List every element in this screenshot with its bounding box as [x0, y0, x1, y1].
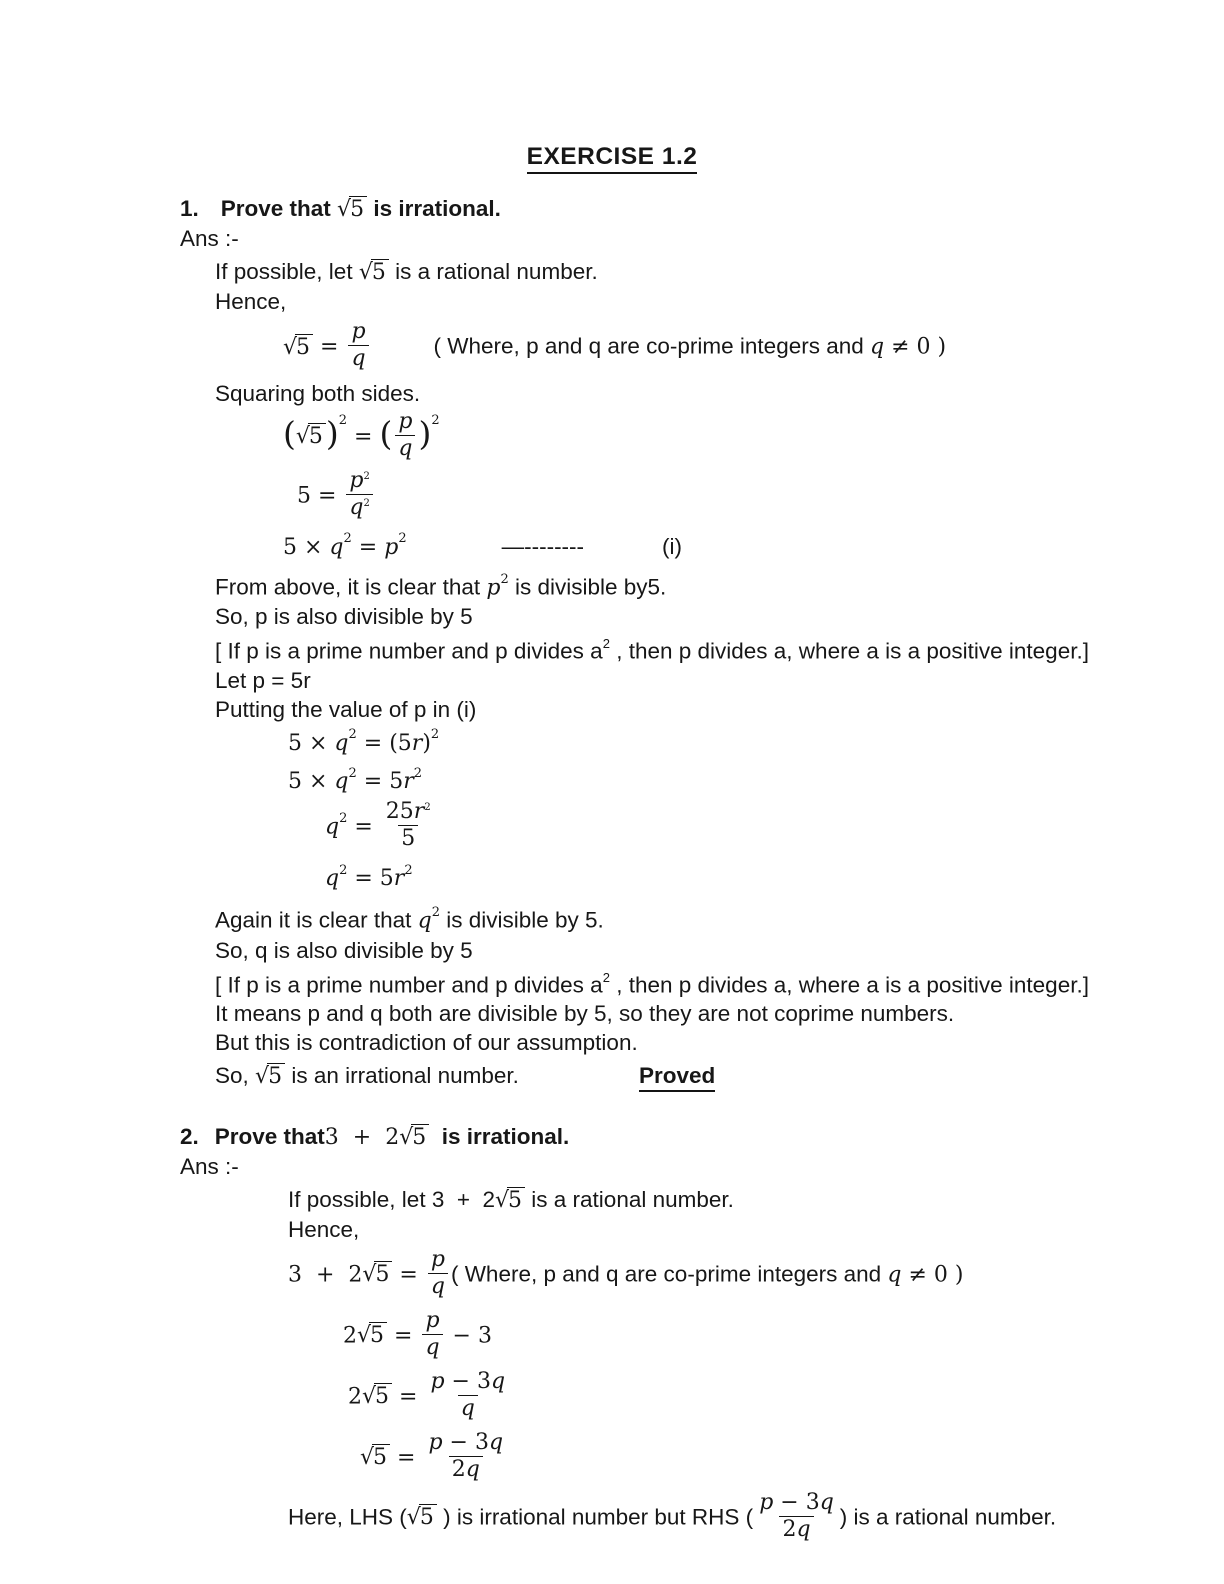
denominator [395, 435, 415, 462]
paren: ( [283, 414, 296, 454]
text-run: ( Where, p and q are co-prime integers and [450, 1261, 888, 1287]
math-run: 5 × [283, 534, 330, 560]
superscript: 2 [602, 636, 610, 652]
numerator [422, 1308, 442, 1334]
radical-sign: √ [357, 1323, 371, 1349]
q1-line-so-p [215, 602, 1224, 631]
q1-line-squaring [215, 379, 1224, 408]
radicand: 5 [507, 1187, 525, 1213]
q2-line-hence [288, 1215, 1224, 1244]
radical-sign: √ [255, 1064, 269, 1090]
math-run: = [313, 334, 346, 360]
text-run: is divisible by 5. [439, 907, 604, 933]
q1-line-putting [215, 695, 1224, 724]
q1-line-let-p [215, 666, 1224, 695]
fraction [348, 319, 368, 372]
q2-line-if-possible [288, 1185, 1224, 1215]
q1-eq-q2-25r2-5 [325, 798, 1224, 857]
q1-eq-sqrt5-pq [283, 318, 1224, 377]
radicand: 5 [372, 1444, 390, 1470]
math-run: = [347, 424, 380, 450]
math-variable: p [428, 1429, 443, 1455]
math-variable: q [334, 769, 349, 795]
q1-eq-squared [283, 408, 1224, 467]
sqrt-radical [362, 1384, 392, 1409]
page-title [0, 142, 1224, 174]
radicand: 5 [349, 196, 367, 222]
text-run: is a rational number. [388, 259, 598, 285]
math-run: = [392, 1384, 425, 1410]
denominator [422, 1334, 442, 1361]
radical-sign: √ [283, 334, 297, 360]
math-variable: q [460, 1395, 475, 1421]
text-run: Prove that [214, 1124, 325, 1150]
denominator [346, 494, 372, 521]
q1-line-hence [215, 287, 1224, 316]
text-run: Ans :- [180, 226, 239, 252]
math-run: = [387, 1323, 420, 1349]
math-run: 3 + 2 [324, 1125, 400, 1151]
math-variable: q [465, 1456, 480, 1482]
math-variable: r [411, 730, 423, 756]
q1-line-it-means [215, 999, 1224, 1028]
radical-sign: √ [362, 1384, 376, 1410]
q1-heading [180, 194, 1224, 224]
q1-eq-5q2-5r-squared [288, 728, 1224, 758]
fraction [422, 1308, 442, 1361]
math-variable: q [488, 1429, 504, 1455]
math-variable: p [384, 534, 399, 560]
math-run: − 3 [445, 1323, 492, 1349]
q2-eq-2sqrt5-minus3 [343, 1307, 1224, 1366]
spacer [519, 1082, 639, 1083]
spacer [372, 353, 434, 354]
superscript: 2 [431, 905, 440, 921]
q1-line-conclusion [215, 1061, 1224, 1092]
q2-eq-main [288, 1246, 1224, 1305]
math-run: = (5 [356, 730, 412, 756]
q2-heading [180, 1122, 1224, 1152]
math-variable: q [430, 1274, 445, 1299]
radicand: 5 [295, 334, 313, 360]
math-variable: p [349, 467, 364, 493]
math-run: − 3 [444, 1368, 491, 1394]
superscript: 2 [348, 765, 357, 781]
math-run: ) [422, 730, 431, 756]
math-run: = 5 [356, 769, 404, 795]
numerator [348, 319, 368, 345]
text-run: So, p is also divisible by 5 [215, 604, 473, 630]
sqrt-radical [283, 335, 313, 360]
fraction [756, 1490, 837, 1543]
sqrt-radical [360, 1445, 390, 1470]
page-title-text: EXERCISE 1.2 [527, 143, 698, 174]
math-variable: r [403, 769, 414, 795]
superscript: 2 [398, 531, 407, 547]
math-variable: q [819, 1489, 834, 1515]
text-run: So, q is also divisible by 5 [215, 937, 473, 963]
text-run: But this is contradiction of our assumption. [215, 1030, 638, 1056]
sqrt-radical [337, 197, 367, 222]
math-run: 2 [782, 1516, 797, 1542]
fraction [428, 1247, 448, 1300]
math-run: 25 [385, 799, 414, 825]
superscript: 2 [404, 862, 413, 878]
text-run: is a rational number. [525, 1187, 734, 1213]
sqrt-radical [357, 1323, 387, 1348]
math-run: = 5 [347, 866, 394, 892]
radicand: 5 [369, 1322, 387, 1348]
q1-line-prime-note-2 [215, 965, 1224, 1000]
denominator [398, 825, 418, 852]
q1-line-from-above [215, 568, 1224, 603]
text-run: ( Where, p and q are co-prime integers and [433, 333, 871, 359]
superscript: 2 [430, 727, 440, 743]
math-run: 5 × [288, 730, 335, 756]
q1-line-so-q [215, 936, 1224, 965]
math-variable: q [325, 814, 340, 840]
radicand: 5 [411, 1124, 429, 1150]
text-run: Squaring both sides. [215, 381, 421, 407]
text-run: , then p divides a, where a is a positive integer.] [609, 972, 1089, 998]
math-variable: q [796, 1516, 811, 1542]
radical-sign: √ [337, 197, 351, 223]
q1-eq-5q2-5r2 [288, 766, 1224, 796]
text-run: is irrational. [429, 1124, 570, 1150]
text-run: ) is irrational number but RHS ( [436, 1504, 754, 1530]
numerator [427, 1369, 508, 1395]
denominator [348, 345, 368, 372]
text-run: [ If p is a prime number and p divides a [215, 972, 603, 998]
sqrt-radical [359, 260, 389, 285]
math-variable: q [870, 334, 885, 360]
text-run: ) is a rational number. [839, 1504, 1057, 1530]
text-run: —-------- [501, 533, 585, 559]
superscript: 2 [339, 811, 348, 827]
q1-line-again [215, 901, 1224, 936]
math-run: 2 [348, 1384, 362, 1410]
text-run: 2. [180, 1124, 199, 1150]
numerator [756, 1490, 837, 1516]
math-run: − 3 [442, 1429, 489, 1455]
math-run: 5 = [297, 483, 344, 509]
text-run: 1. [180, 196, 199, 222]
q1-line-if-possible [215, 257, 1224, 287]
radicand: 5 [308, 423, 326, 449]
math-run: 5 × [288, 769, 335, 795]
q2-eq-sqrt5-p3q-2q [360, 1429, 1224, 1488]
paren: ( [379, 414, 393, 454]
text-run: [ If p is a prime number and p divides a [215, 638, 603, 664]
paren: ) [325, 414, 339, 454]
text-run: It means p and q both are divisible by 5, so they are not coprime numbers. [215, 1001, 955, 1027]
q1-eq-q2-5r2 [325, 863, 1224, 893]
math-variable: p [430, 1247, 445, 1273]
superscript: 2 [413, 765, 423, 781]
spacer [407, 553, 502, 554]
math-variable: p [430, 1368, 445, 1394]
denominator [428, 1273, 448, 1300]
q1-line-prime-note [215, 631, 1224, 666]
math-variable: q [490, 1368, 506, 1394]
radical-sign: √ [495, 1188, 509, 1214]
q2-eq-2sqrt5-p3q-q [348, 1368, 1224, 1427]
radical-sign: √ [358, 260, 372, 286]
sqrt-radical [296, 424, 326, 449]
math-run: = [392, 1262, 425, 1288]
sqrt-radical [495, 1188, 525, 1213]
math-variable: q [351, 346, 366, 372]
math-run: − 3 [773, 1489, 820, 1515]
paren: ) [418, 414, 432, 454]
math-variable: p [759, 1489, 774, 1515]
numerator [428, 1247, 448, 1273]
superscript: 2 [424, 801, 431, 813]
text-run: Hence, [288, 1217, 360, 1243]
math-variable: q [329, 534, 344, 560]
underlined-text: Proved [639, 1063, 715, 1092]
math-variable: r [413, 799, 425, 825]
superscript: 2 [339, 862, 348, 878]
math-variable: p [486, 575, 501, 601]
sqrt-radical [399, 1125, 429, 1150]
math-run: 5 [401, 826, 416, 852]
math-run: 2 [451, 1456, 466, 1482]
math-run: ≠ 0 ) [884, 334, 947, 360]
superscript: 2 [363, 470, 370, 482]
math-run: 3 + 2 [288, 1262, 363, 1288]
radicand: 5 [374, 1261, 392, 1287]
math-variable: p [351, 319, 366, 345]
fraction [427, 1369, 508, 1422]
math-variable: p [425, 1307, 440, 1333]
radicand: 5 [374, 1383, 392, 1409]
numerator [383, 799, 434, 825]
q1-eq-5q2-p2 [283, 532, 1224, 562]
radical-sign: √ [360, 1445, 374, 1471]
text-run: From above, it is clear that [215, 574, 487, 600]
superscript: 2 [348, 727, 357, 743]
denominator [458, 1395, 478, 1422]
math-variable: q [349, 494, 364, 520]
q1-eq-5-p2q2 [297, 467, 1224, 526]
fraction [425, 1430, 506, 1483]
q2-ans-label [180, 1152, 1224, 1181]
radical-sign: √ [399, 1125, 413, 1151]
text-run: Again it is clear that [215, 907, 418, 933]
text-run: is irrational. [367, 196, 501, 222]
text-run: Here, LHS ( [288, 1504, 407, 1530]
q1-line-but-this [215, 1028, 1224, 1057]
q2-line-conclusion [288, 1489, 1224, 1545]
text-run: is an irrational number. [285, 1063, 519, 1089]
spacer [199, 1143, 215, 1144]
math-variable: q [417, 908, 432, 934]
superscript: 2 [343, 531, 352, 547]
math-variable: q [425, 1334, 440, 1360]
text-run: (i) [662, 533, 683, 559]
text-run: Hence, [215, 289, 287, 315]
text-run: If possible, let [215, 259, 359, 285]
math-run: = [351, 534, 385, 560]
numerator [395, 409, 415, 435]
superscript: 2 [363, 497, 370, 509]
superscript: 2 [500, 571, 509, 587]
spacer [199, 215, 221, 216]
sqrt-radical [362, 1262, 392, 1287]
fraction [346, 468, 372, 521]
text-run: Putting the value of p in (i) [215, 696, 477, 722]
math-variable: r [393, 866, 405, 892]
math-run: ≠ 0 ) [901, 1262, 964, 1288]
superscript: 2 [431, 412, 440, 428]
text-run: If possible, let 3 + 2 [288, 1187, 495, 1213]
fraction [395, 409, 415, 462]
text-run: , then p divides a, where a is a positive integer.] [609, 638, 1089, 664]
denominator [779, 1516, 813, 1543]
text-run: Let p = 5r [215, 667, 311, 693]
radical-sign: √ [362, 1262, 376, 1288]
math-run: = [390, 1445, 423, 1471]
numerator [425, 1430, 506, 1456]
fraction [383, 799, 434, 852]
spacer [584, 553, 662, 554]
math-variable: q [887, 1262, 902, 1288]
sqrt-radical [255, 1064, 285, 1089]
radical-sign: √ [406, 1505, 420, 1531]
radicand: 5 [267, 1063, 285, 1089]
superscript: 2 [338, 412, 348, 428]
denominator [449, 1456, 483, 1483]
math-run: 2 [343, 1323, 357, 1349]
document-body [0, 194, 1224, 1544]
text-run: So, [215, 1063, 256, 1089]
radicand: 5 [371, 259, 389, 285]
radical-sign: √ [295, 424, 309, 450]
sqrt-radical [407, 1505, 437, 1530]
text-run: Ans :- [180, 1154, 239, 1180]
math-variable: q [325, 866, 340, 892]
math-variable: q [398, 436, 413, 462]
math-variable: p [398, 409, 413, 435]
math-run: = [347, 814, 380, 840]
math-variable: q [334, 730, 349, 756]
radicand: 5 [419, 1504, 437, 1530]
q1-ans-label [180, 224, 1224, 253]
numerator [346, 468, 372, 494]
superscript: 2 [602, 969, 610, 985]
text-run: is divisible by5. [508, 574, 667, 600]
text-run: Prove that [220, 196, 338, 222]
